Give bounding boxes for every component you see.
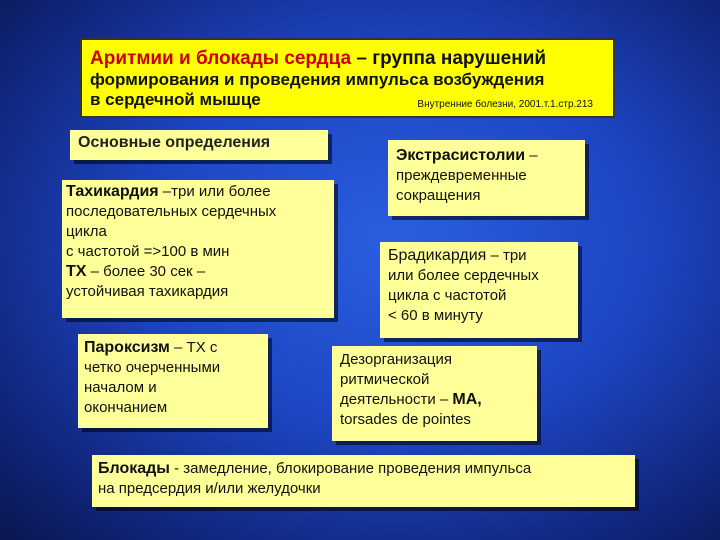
disorganization-line-4: torsades de pointes xyxy=(340,411,471,428)
blocks-term: Блокады xyxy=(98,460,170,477)
tachycardia-line-2: последовательных сердечных xyxy=(66,203,277,220)
paroxysm-box xyxy=(78,334,268,428)
tachycardia-box xyxy=(62,180,334,318)
tachycardia-line-3: цикла xyxy=(66,223,107,240)
tachycardia-line-1: –три или более xyxy=(158,183,271,200)
title-main: Аритмии и блокады сердца xyxy=(90,48,352,69)
bradycardia-box xyxy=(380,242,578,338)
tachycardia-line-6: устойчивая тахикардия xyxy=(66,283,229,300)
extrasystole-line-2: преждевременные xyxy=(396,167,527,184)
paroxysm-term: Пароксизм xyxy=(84,339,170,356)
disorganization-line-1: Дезорганизация xyxy=(340,351,453,368)
bradycardia-line-4: < 60 в минуту xyxy=(388,307,483,324)
extrasystole-suffix: – xyxy=(525,147,538,164)
paroxysm-line-4: окончанием xyxy=(84,399,168,416)
disorganization-line-2: ритмической xyxy=(340,371,430,388)
bradycardia-line-2: или более сердечных xyxy=(388,267,539,284)
bradycardia-line-1: – три xyxy=(486,247,527,264)
tachycardia-line-5: – более 30 сек – xyxy=(86,263,206,280)
reference-text: Внутренние болезни, 2001.т.1.стр.213 xyxy=(417,99,593,110)
tx-term: ТХ xyxy=(66,263,87,280)
title-line-1 xyxy=(90,48,605,70)
paroxysm-line-3: началом и xyxy=(84,379,157,396)
disorganization-line-3: деятельности – xyxy=(340,391,453,408)
bradycardia-term: Брадикардия xyxy=(388,247,487,264)
title-line-2: формирования и проведения импульса возбуждения xyxy=(90,70,545,89)
disorganization-box xyxy=(332,346,537,441)
blocks-line-1: - замедление, блокирование проведения импульса xyxy=(169,460,532,477)
blocks-line-2: на предсердия и/или желудочки xyxy=(98,480,321,497)
title-line-3: в сердечной мышце xyxy=(90,90,261,109)
extrasystole-box xyxy=(388,140,585,216)
title-rest: – группа нарушений xyxy=(351,48,547,69)
bradycardia-line-3: цикла с частотой xyxy=(388,287,507,304)
tachycardia-line-4: с частотой =>100 в мин xyxy=(66,243,230,260)
tachycardia-term: Тахикардия xyxy=(66,183,159,200)
ma-term: МА, xyxy=(452,391,482,408)
blocks-box xyxy=(92,455,635,507)
paroxysm-line-1: – ТХ с xyxy=(169,339,218,356)
extrasystole-line-3: сокращения xyxy=(396,187,481,204)
paroxysm-line-2: четко очерченными xyxy=(84,359,221,376)
extrasystole-term: Экстрасистолии xyxy=(396,147,526,164)
title-box xyxy=(80,38,615,118)
definitions-label: Основные определения xyxy=(70,130,328,160)
